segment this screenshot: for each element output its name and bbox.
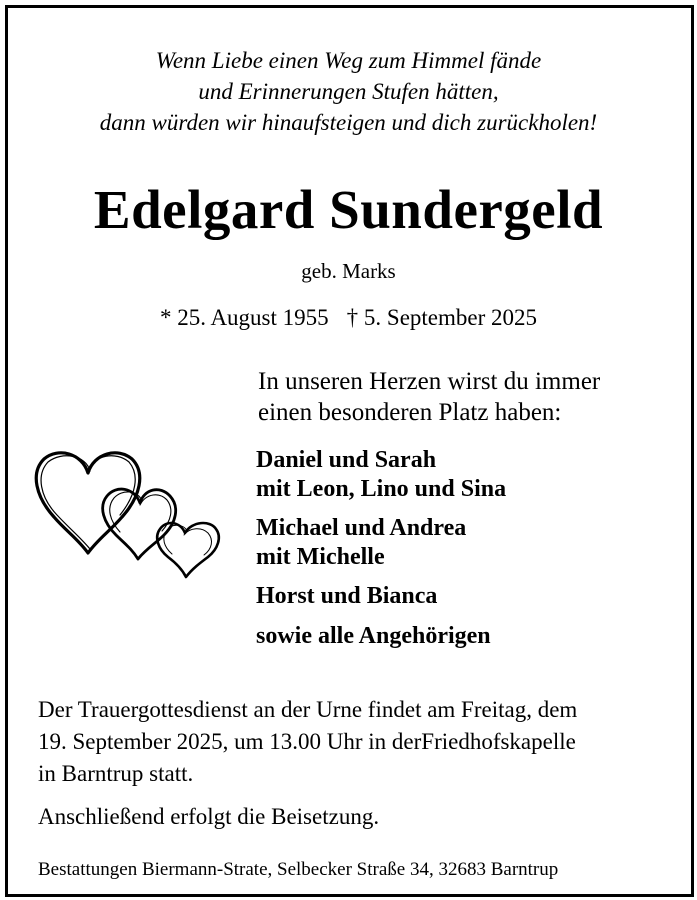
mourner-line: Horst und Bianca [256,583,438,609]
service-line: in Barntrup statt. [38,761,194,786]
life-dates [0,303,697,333]
poem-line: Wenn Liebe einen Weg zum Himmel fände [155,48,542,73]
intro-line: einen besonderen Platz haben: [258,399,562,426]
mourner-line: sowie alle Angehörigen [256,623,491,649]
mourners-list [256,446,506,651]
mourner-line: mit Leon, Lino und Sina [256,476,507,502]
mourner-line: Daniel und Sarah [256,447,437,473]
undertaker-address: Bestattungen Biermann-Strate, Selbecker Straße 34, 32683 Barntrup [38,859,559,880]
service-announcement [38,694,678,790]
mourner-line: mit Michelle [256,544,385,570]
deceased-name: Edelgard Sundergeld [93,179,604,240]
poem [0,45,697,138]
intro-line: In unseren Herzen wirst du immer [258,368,601,395]
service-line: 19. September 2025, um 13.00 Uhr in derFriedhofskapelle [38,729,576,754]
service-line: Der Trauergottesdienst an der Urne findet am Freitag, dem [38,697,578,722]
intro-text [258,366,600,428]
death-date: † 5. September 2025 [346,305,538,330]
three-hearts-icon [30,435,230,595]
burial-note: Anschließend erfolgt die Beisetzung. [38,804,380,829]
large-heart-icon [36,453,139,553]
birth-date: * 25. August 1955 [159,305,329,330]
poem-line: und Erinnerungen Stufen hätten, [198,79,499,104]
maiden-name: geb. Marks [301,259,396,283]
poem-line: dann würden wir hinaufsteigen und dich zurückholen! [99,110,598,135]
mourner-line: Michael und Andrea [256,515,467,541]
